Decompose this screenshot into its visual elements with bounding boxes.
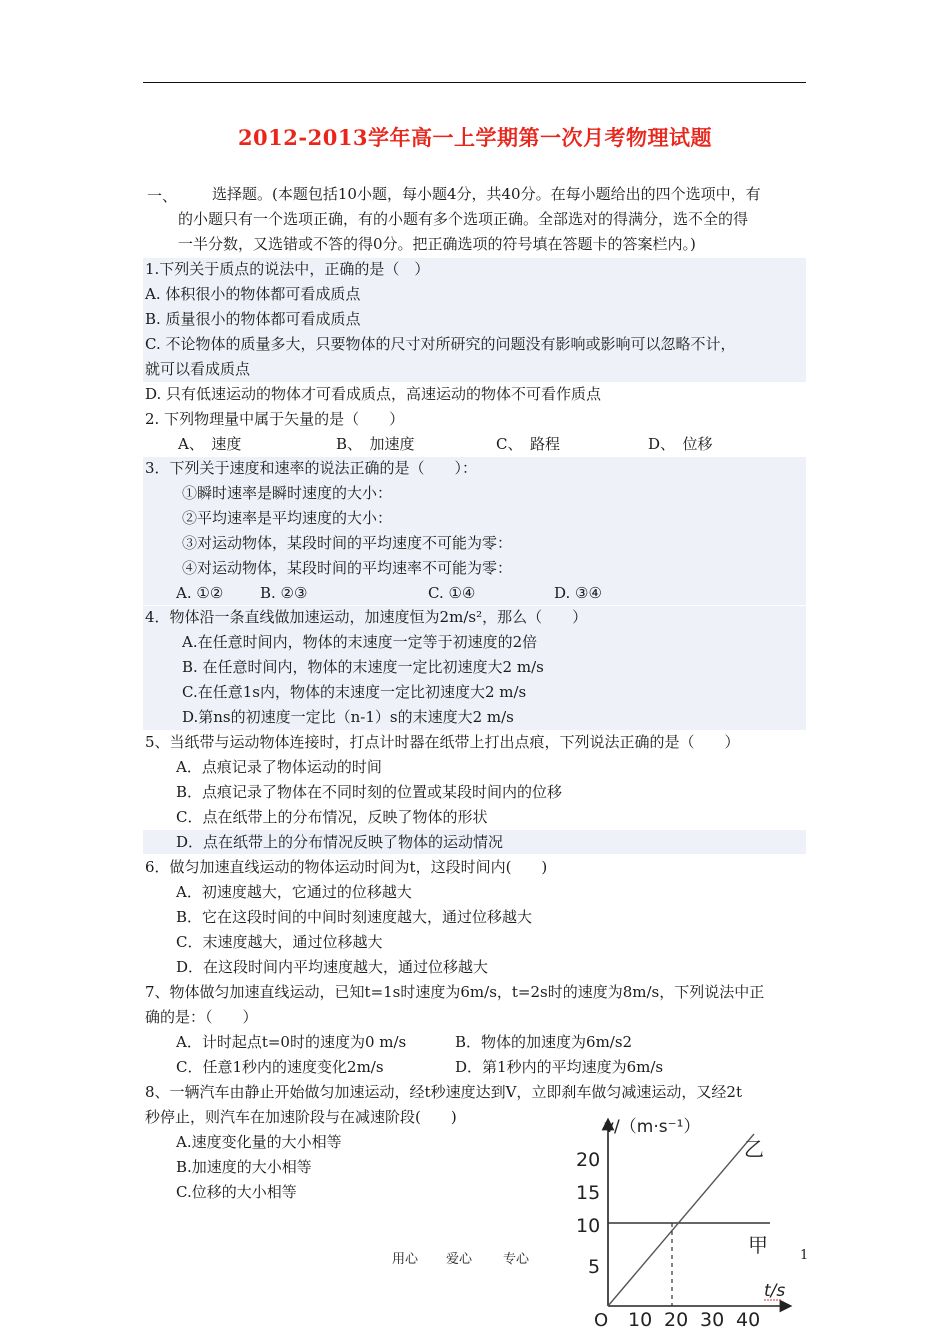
- y-tick-15: 15: [576, 1182, 601, 1204]
- x-tick-10: 10: [628, 1309, 653, 1331]
- header-rule: [143, 82, 806, 83]
- footer-motto-1: 用心: [392, 1252, 419, 1267]
- q2-option-d: D、 位移: [648, 435, 713, 453]
- q4-stem: 4．物体沿一条直线做加速运动，加速度恒为2m/s²，那么（ ）: [145, 608, 588, 626]
- section-intro-line-1: 选择题。(本题包括10小题，每小题4分，共40分。在每小题给出的四个选项中，有: [212, 185, 761, 203]
- q3-option-d: D. ③④: [554, 584, 602, 602]
- series-jia-label: 甲: [748, 1233, 768, 1257]
- q8-option-a: A.速度变化量的大小相等: [176, 1133, 342, 1151]
- page-number: 1: [800, 1248, 809, 1263]
- x-tick-40: 40: [736, 1309, 761, 1331]
- q1-option-c-line-2: 就可以看成质点: [145, 360, 251, 378]
- q8-option-c: C.位移的大小相等: [176, 1183, 297, 1201]
- q6-option-a: A．初速度越大，它通过的位移越大: [176, 883, 412, 901]
- x-tick-20: 20: [664, 1309, 689, 1331]
- q2-option-a: A、 速度: [178, 435, 242, 453]
- q3-stem: 3．下列关于速度和速率的说法正确的是（ ）：: [145, 459, 478, 477]
- q2-option-c: C、 路程: [496, 435, 560, 453]
- q3-option-b: B. ②③: [260, 584, 308, 602]
- q8-option-b: B.加速度的大小相等: [176, 1158, 312, 1176]
- q6-stem: 6．做匀加速直线运动的物体运动时间为t，这段时间内( ): [145, 858, 548, 876]
- q1-stem: 1.下列关于质点的说法中，正确的是（ ）: [145, 260, 430, 278]
- x-tick-30: 30: [700, 1309, 725, 1331]
- section-number: 一、: [147, 187, 178, 205]
- q7-stem-line-1: 7、物体做匀加速直线运动，已知t=1s时速度为6m/s，t=2s时的速度为8m/s，下列说法中正: [145, 983, 765, 1001]
- q3-statement-4: ④对运动物体，某段时间的平均速率不可能为零：: [182, 559, 513, 577]
- section-intro-line-2: 的小题只有一个选项正确，有的小题有多个选项正确。全部选对的得满分，选不全的得: [178, 210, 749, 228]
- q2-stem: 2. 下列物理量中属于矢量的是（ ）: [145, 410, 405, 428]
- q6-option-c: C．末速度越大，通过位移越大: [176, 933, 383, 951]
- q2-option-b: B、 加速度: [336, 435, 415, 453]
- q5-option-d: D．点在纸带上的分布情况反映了物体的运动情况: [176, 833, 504, 851]
- vt-graph: [568, 1110, 798, 1344]
- q3-statement-2: ②平均速率是平均速度的大小：: [182, 509, 393, 527]
- y-axis-label: v/（m·s⁻¹）: [604, 1117, 701, 1137]
- q6-option-d: D．在这段时间内平均速度越大，通过位移越大: [176, 958, 489, 976]
- q5-option-a: A．点痕记录了物体运动的时间: [176, 758, 382, 776]
- q4-option-d: D.第ns的初速度一定比（n-1）s的末速度大2 m/s: [182, 708, 514, 726]
- series-yi-line: [608, 1134, 754, 1306]
- footer-motto-3: 专心: [503, 1252, 530, 1267]
- y-tick-5: 5: [588, 1256, 601, 1278]
- q7-option-d: D．第1秒内的平均速度为6m/s: [455, 1058, 664, 1076]
- origin-label: O: [594, 1310, 609, 1331]
- q8-stem-line-1: 8、一辆汽车由静止开始做匀加速运动，经t秒速度达到V，立即刹车做匀减速运动，又经2t: [145, 1083, 742, 1101]
- q1-option-c-line-1: C. 不论物体的质量多大，只要物体的尺寸对所研究的问题没有影响或影响可以忽略不计，: [145, 335, 736, 353]
- q4-option-c: C.在任意1s内，物体的末速度一定比初速度大2 m/s: [182, 683, 527, 701]
- q7-option-a: A．计时起点t=0时的速度为0 m/s: [176, 1033, 407, 1051]
- q1-option-b: B. 质量很小的物体都可看成质点: [145, 310, 361, 328]
- q5-option-c: C．点在纸带上的分布情况，反映了物体的形状: [176, 808, 488, 826]
- q3-option-c: C. ①④: [428, 584, 476, 602]
- q6-option-b: B．它在这段时间的中间时刻速度越大，通过位移越大: [176, 908, 533, 926]
- section-intro-line-3: 一半分数，又选错或不答的得0分。把正确选项的符号填在答题卡的答案栏内。): [178, 235, 696, 253]
- q4-option-a: A.在任意时间内，物体的末速度一定等于初速度的2倍: [182, 633, 538, 651]
- q7-option-b: B．物体的加速度为6m/s2: [455, 1033, 633, 1051]
- y-tick-20: 20: [576, 1149, 601, 1171]
- q5-stem: 5、当纸带与运动物体连接时，打点计时器在纸带上打出点痕，下列说法正确的是（ ）: [145, 733, 740, 751]
- q3-statement-3: ③对运动物体，某段时间的平均速度不可能为零：: [182, 534, 513, 552]
- page-title: 2012-2013学年高一上学期第一次月考物理试题: [237, 125, 713, 150]
- series-yi-label: 乙: [744, 1137, 764, 1161]
- footer-motto-2: 爱心: [446, 1252, 473, 1267]
- q3-option-a: A. ①②: [176, 584, 224, 602]
- q7-stem-line-2: 确的是：（ ）: [145, 1008, 258, 1026]
- q1-option-d: D. 只有低速运动的物体才可看成质点，高速运动的物体不可看作质点: [145, 385, 602, 403]
- q1-option-a: A. 体积很小的物体都可看成质点: [145, 285, 361, 303]
- q7-option-c: C．任意1秒内的速度变化2m/s: [176, 1058, 384, 1076]
- q8-stem-line-2: 秒停止，则汽车在加速阶段与在减速阶段( ): [145, 1108, 457, 1126]
- q5-option-b: B．点痕记录了物体在不同时刻的位置或某段时间内的位移: [176, 783, 563, 801]
- q4-option-b: B. 在任意时间内，物体的末速度一定比初速度大2 m/s: [182, 658, 544, 676]
- x-axis-label: t/s: [764, 1281, 786, 1301]
- y-tick-10: 10: [576, 1215, 601, 1237]
- q3-statement-1: ①瞬时速率是瞬时速度的大小：: [182, 484, 393, 502]
